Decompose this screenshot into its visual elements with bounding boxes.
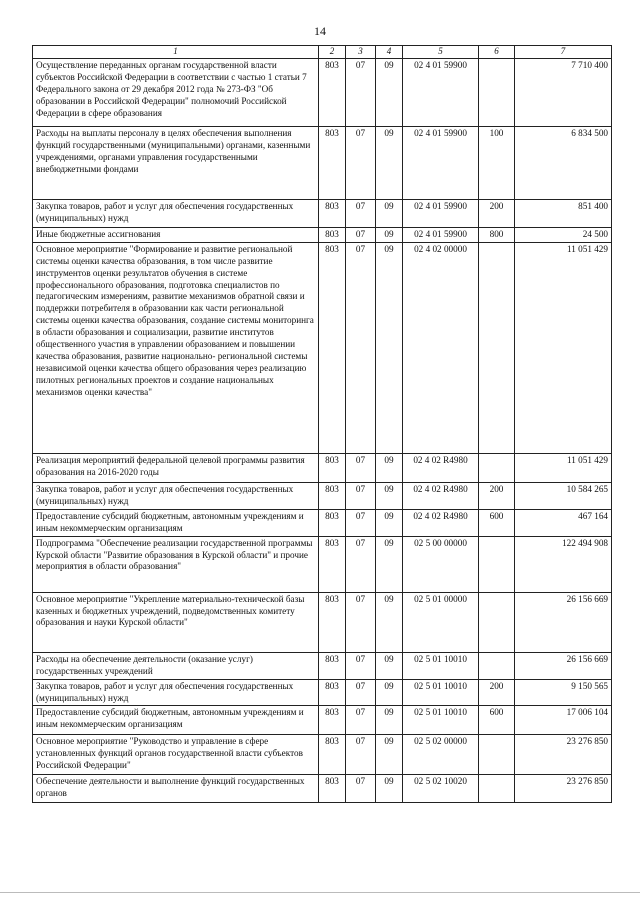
subsection-code: 09 (376, 536, 403, 592)
subsection-code: 09 (376, 592, 403, 652)
table-row (33, 482, 612, 509)
expense-type-code (479, 775, 515, 803)
amount: 122 494 908 (515, 536, 612, 592)
page-bottom-border (0, 892, 640, 893)
ministry-code: 803 (319, 227, 346, 242)
ministry-code: 803 (319, 775, 346, 803)
target-article-code: 02 5 02 10020 (403, 775, 479, 803)
target-article-code: 02 5 01 10010 (403, 652, 479, 679)
ministry-code: 803 (319, 592, 346, 652)
subsection-code: 09 (376, 706, 403, 735)
amount: 23 276 850 (515, 735, 612, 775)
row-description: Основное мероприятие "Руководство и управление в сфере установленных функций органов государственной власти субъектов Российской Федерации" (33, 735, 319, 775)
section-code: 07 (346, 199, 376, 227)
ministry-code: 803 (319, 706, 346, 735)
subsection-code: 09 (376, 482, 403, 509)
row-description: Осуществление переданных органам государственной власти субъектов Российской Федерации в соответствии с частью 1 статьи 7 Федерального закона от 29 декабря 2012 года № 273-ФЗ "Об образовании в Российской Федерации" полномочий Российской Федерации в сфере образования (33, 58, 319, 126)
expense-type-code: 600 (479, 509, 515, 536)
section-code: 07 (346, 126, 376, 199)
ministry-code: 803 (319, 536, 346, 592)
ministry-code: 803 (319, 199, 346, 227)
target-article-code: 02 4 02 00000 (403, 242, 479, 453)
table-row (33, 453, 612, 482)
amount: 11 051 429 (515, 453, 612, 482)
ministry-code: 803 (319, 679, 346, 706)
expense-type-code (479, 592, 515, 652)
ministry-code: 803 (319, 453, 346, 482)
section-code: 07 (346, 536, 376, 592)
column-header: 5 (403, 46, 479, 59)
expense-type-code: 100 (479, 126, 515, 199)
row-description: Основное мероприятие "Формирование и развитие региональной системы оценки качества образования, в том числе развитие инструментов оценки результатов обучения в системе профессионального образования, подготовка специалистов по педагогическим измерениям, развитие механизмов обратной связи и поддержки потребителя в образовании как части региональной системы оценки качества образования, создание системы мониторинга в области образования и социализации, развитие институтов общественного участия в управлении образованием и повышении качества образования, развитие национально- региональной системы независимой оценки качества общего образования через реализацию пилотных региональных проектов и создание национальных механизмов оценки качества" (33, 242, 319, 453)
expense-type-code: 200 (479, 679, 515, 706)
expense-type-code (479, 453, 515, 482)
table-row (33, 509, 612, 536)
section-code: 07 (346, 58, 376, 126)
target-article-code: 02 4 02 R4980 (403, 509, 479, 536)
column-header: 1 (33, 46, 319, 59)
target-article-code: 02 5 02 00000 (403, 735, 479, 775)
section-code: 07 (346, 242, 376, 453)
section-code: 07 (346, 453, 376, 482)
section-code: 07 (346, 735, 376, 775)
row-description: Закупка товаров, работ и услуг для обеспечения государственных (муниципальных) нужд (33, 199, 319, 227)
column-header: 2 (319, 46, 346, 59)
table-row (33, 592, 612, 652)
expense-type-code (479, 536, 515, 592)
target-article-code: 02 4 01 59900 (403, 126, 479, 199)
target-article-code: 02 5 01 00000 (403, 592, 479, 652)
expense-type-code (479, 735, 515, 775)
column-header: 7 (515, 46, 612, 59)
section-code: 07 (346, 679, 376, 706)
amount: 23 276 850 (515, 775, 612, 803)
target-article-code: 02 5 00 00000 (403, 536, 479, 592)
row-description: Закупка товаров, работ и услуг для обеспечения государственных (муниципальных) нужд (33, 482, 319, 509)
ministry-code: 803 (319, 652, 346, 679)
target-article-code: 02 4 01 59900 (403, 58, 479, 126)
ministry-code: 803 (319, 58, 346, 126)
section-code: 07 (346, 592, 376, 652)
amount: 467 164 (515, 509, 612, 536)
row-description: Иные бюджетные ассигнования (33, 227, 319, 242)
expense-type-code: 800 (479, 227, 515, 242)
table-row (33, 775, 612, 803)
amount: 9 150 565 (515, 679, 612, 706)
expense-type-code (479, 242, 515, 453)
expense-type-code: 200 (479, 482, 515, 509)
expense-type-code: 200 (479, 199, 515, 227)
table-header-row (33, 46, 612, 59)
section-code: 07 (346, 706, 376, 735)
ministry-code: 803 (319, 242, 346, 453)
row-description: Закупка товаров, работ и услуг для обеспечения государственных (муниципальных) нужд (33, 679, 319, 706)
budget-table (32, 45, 612, 803)
amount: 26 156 669 (515, 652, 612, 679)
subsection-code: 09 (376, 509, 403, 536)
subsection-code: 09 (376, 58, 403, 126)
ministry-code: 803 (319, 126, 346, 199)
row-description: Подпрограмма "Обеспечение реализации государственной программы Курской области "Развитие образования в Курской области" и прочие мероприятия в области образования" (33, 536, 319, 592)
subsection-code: 09 (376, 242, 403, 453)
column-header: 3 (346, 46, 376, 59)
amount: 26 156 669 (515, 592, 612, 652)
table-row (33, 706, 612, 735)
table-row (33, 227, 612, 242)
subsection-code: 09 (376, 679, 403, 706)
table-row (33, 58, 612, 126)
target-article-code: 02 5 01 10010 (403, 706, 479, 735)
row-description: Расходы на выплаты персоналу в целях обеспечения выполнения функций государственными (муниципальными) органами, казенными учреждениями, органами управления государственными внебюджетными фондами (33, 126, 319, 199)
ministry-code: 803 (319, 509, 346, 536)
amount: 6 834 500 (515, 126, 612, 199)
section-code: 07 (346, 509, 376, 536)
table-row (33, 536, 612, 592)
page-number: 14 (314, 24, 326, 38)
amount: 10 584 265 (515, 482, 612, 509)
subsection-code: 09 (376, 775, 403, 803)
subsection-code: 09 (376, 453, 403, 482)
target-article-code: 02 4 02 R4980 (403, 453, 479, 482)
amount: 7 710 400 (515, 58, 612, 126)
ministry-code: 803 (319, 482, 346, 509)
section-code: 07 (346, 227, 376, 242)
amount: 11 051 429 (515, 242, 612, 453)
row-description: Расходы на обеспечение деятельности (оказание услуг) государственных учреждений (33, 652, 319, 679)
column-header: 4 (376, 46, 403, 59)
row-description: Предоставление субсидий бюджетным, автономным учреждениям и иным некоммерческим организациям (33, 509, 319, 536)
amount: 17 006 104 (515, 706, 612, 735)
amount: 851 400 (515, 199, 612, 227)
subsection-code: 09 (376, 735, 403, 775)
row-description: Реализация мероприятий федеральной целевой программы развития образования на 2016-2020 годы (33, 453, 319, 482)
target-article-code: 02 4 01 59900 (403, 227, 479, 242)
subsection-code: 09 (376, 126, 403, 199)
section-code: 07 (346, 775, 376, 803)
row-description: Основное мероприятие "Укрепление материально-технической базы казенных и бюджетных учреждений, подведомственных комитету образования и науки Курской области" (33, 592, 319, 652)
row-description: Предоставление субсидий бюджетным, автономным учреждениям и иным некоммерческим организациям (33, 706, 319, 735)
subsection-code: 09 (376, 199, 403, 227)
subsection-code: 09 (376, 652, 403, 679)
ministry-code: 803 (319, 735, 346, 775)
expense-type-code (479, 58, 515, 126)
section-code: 07 (346, 652, 376, 679)
subsection-code: 09 (376, 227, 403, 242)
table-row (33, 126, 612, 199)
table-row (33, 679, 612, 706)
table-row (33, 242, 612, 453)
column-header: 6 (479, 46, 515, 59)
expense-type-code: 600 (479, 706, 515, 735)
target-article-code: 02 4 01 59900 (403, 199, 479, 227)
section-code: 07 (346, 482, 376, 509)
table-row (33, 735, 612, 775)
target-article-code: 02 4 02 R4980 (403, 482, 479, 509)
target-article-code: 02 5 01 10010 (403, 679, 479, 706)
row-description: Обеспечение деятельности и выполнение функций государственных органов (33, 775, 319, 803)
amount: 24 500 (515, 227, 612, 242)
table-row (33, 199, 612, 227)
table-row (33, 652, 612, 679)
expense-type-code (479, 652, 515, 679)
